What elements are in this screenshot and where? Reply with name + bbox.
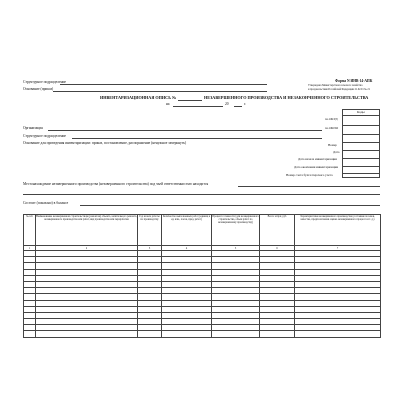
column-header-number: № п/п (24, 215, 36, 246)
column-header-total-cost: Всего затрат, руб (260, 215, 295, 246)
okud-label: по ОКУД (325, 117, 338, 121)
codes-box[interactable] (342, 115, 380, 178)
inventory-end-label: Дата окончания инвентаризации (294, 165, 339, 169)
date-year-line[interactable] (234, 106, 242, 107)
department-line[interactable] (72, 138, 322, 139)
location-line[interactable] (238, 186, 380, 187)
date-year-prefix: 20 (225, 102, 229, 106)
column-header-readiness-percent: Процент готовности (для незавершенного строительства, объем работ по незавершенному производству) (212, 215, 260, 246)
structural-unit-line[interactable] (60, 84, 267, 85)
account-number-label: Номер счета бухгалтерского учета (286, 173, 333, 177)
inventory-table (23, 214, 381, 338)
document-title: ИНВЕНТАРИЗАЦИОННАЯ ОПИСЬ № (100, 95, 177, 100)
inventory-number-line[interactable] (178, 100, 202, 101)
form-number: Форма N ИНВ-14-АПК (335, 79, 373, 83)
basis-line[interactable] (53, 91, 267, 92)
department-label: Структурное подразделение (23, 134, 67, 138)
location-label: Местонахождение незавершенного производства (незавершенного строительства) под чьей ответственностью находится (23, 182, 209, 186)
grounds-label: Основание для проведения инвентаризации: приказ, постановление, распоряжение (ненужное зачеркнуть) (23, 141, 187, 145)
column-number: 2 (36, 246, 138, 251)
shown-in-balance-line[interactable] (80, 205, 380, 206)
column-number: 1 (24, 246, 36, 251)
inventory-start-label: Дата начала инвентаризации (298, 157, 337, 161)
column-number: 6 (260, 246, 295, 251)
column-header-object-name: Наименование незавершенной строительством (ремонтом) объекта, капитального ремонта, незавершенного производства или работ, вид производства или переработки (36, 215, 138, 246)
date-label: Дата (333, 150, 340, 154)
column-number: 3 (138, 246, 162, 251)
column-header-start-year: Год начала работы по производству (138, 215, 162, 246)
organization-label: Организация (23, 126, 43, 130)
approval-line-2: и продовольствия Российской Федерации 21.02.01 № 21 (308, 87, 371, 91)
date-prefix: на (166, 102, 170, 106)
document-title-object: НЕЗАВЕРШЕННОГО ПРОИЗВОДСТВА И НЕЗАКОНЧЕННОГО СТРОИТЕЛЬСТВА (204, 95, 369, 100)
number-label: Номер (328, 143, 337, 147)
basis-label: Основание (приказ) (23, 87, 54, 91)
column-header-characteristics: Характеристика незавершенного производства (состояние посевов, качество, предполагаемая оценка незавершенного процесса и т. д.) (295, 215, 381, 246)
structural-unit-label: Структурное подразделение (23, 80, 67, 84)
approval-line-1: Утверждена Министерством сельского хозяйства (308, 84, 363, 87)
column-number: 5 (212, 246, 260, 251)
location-line-2[interactable] (23, 194, 380, 195)
column-number: 4 (162, 246, 212, 251)
okpo-label: по ОКПО (325, 126, 339, 130)
organization-line[interactable] (48, 130, 322, 131)
table-row[interactable] (24, 331, 381, 337)
column-number: 7 (295, 246, 381, 251)
column-header-work-quantity: Количество выполненных работ (единиц в ед. изм., часов, пред. работ) (162, 215, 212, 246)
shown-in-balance-label: Состоит (показано) в балансе (23, 201, 69, 205)
date-suffix: г. (244, 102, 246, 106)
date-day-month-line[interactable] (173, 106, 223, 107)
codes-heading: Коды (357, 110, 365, 115)
